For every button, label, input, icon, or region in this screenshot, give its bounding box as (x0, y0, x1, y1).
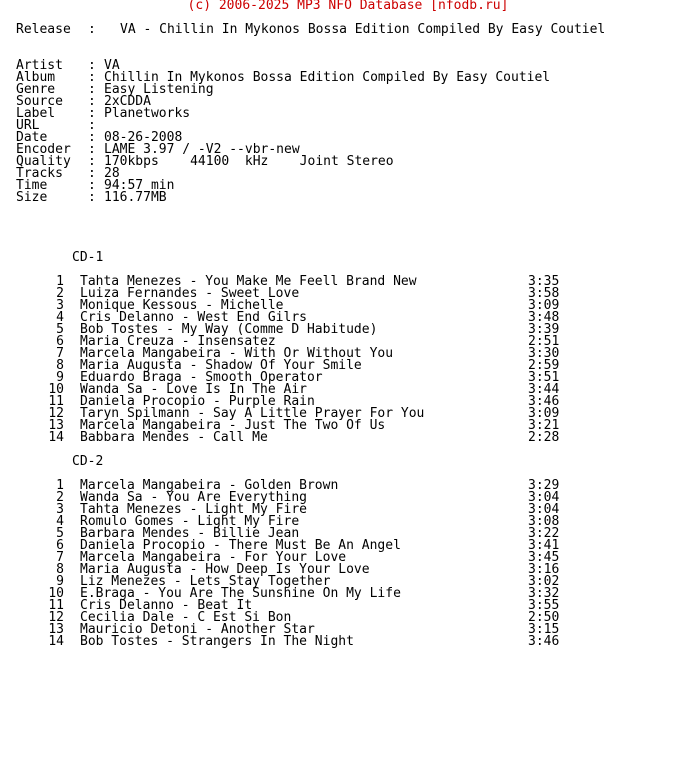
track-number: 11 (48, 394, 64, 409)
track-number: 9 (56, 370, 64, 385)
track-duration: 3:09 (528, 298, 560, 313)
track-title: Babbara Mendes - Call Me (80, 430, 268, 445)
track-number: 12 (48, 610, 64, 625)
disc-title: CD-1 (72, 250, 104, 265)
track-title: Cris Delanno - Beat It (80, 598, 253, 613)
site-header: (c) 2006-2025 MP3 NFO Database [nfodb.ru] (187, 0, 509, 13)
track-duration: 3:45 (528, 550, 560, 565)
track-title: E.Braga - You Are The Sunshine On My Life (80, 586, 401, 601)
track-number: 6 (56, 538, 64, 553)
info-value: 08-26-2008 (104, 130, 183, 145)
info-value: Easy Listening (104, 82, 214, 97)
track-title: Maria Creuza - Insensatez (80, 334, 276, 349)
track-duration: 2:59 (528, 358, 560, 373)
track-title: Marcela Mangabeira - Golden Brown (80, 478, 339, 493)
track-title: Tahta Menezes - You Make Me Feell Brand New (80, 274, 417, 289)
track-title: Wanda Sa - You Are Everything (80, 490, 307, 505)
track-duration: 3:41 (528, 538, 560, 553)
track-duration: 3:55 (528, 598, 560, 613)
track-title: Maria Augusta - Shadow Of Your Smile (80, 358, 362, 373)
track-title: Monique Kessous - Michelle (80, 298, 284, 313)
info-label: URL (16, 118, 40, 133)
info-value: LAME 3.97 / -V2 --vbr-new (104, 142, 300, 157)
track-title: Marcela Mangabeira - Just The Two Of Us (80, 418, 386, 433)
track-number: 8 (56, 358, 64, 373)
track-title: Bob Tostes - My Way (Comme D Habitude) (80, 322, 378, 337)
track-number: 7 (56, 550, 64, 565)
track-number: 12 (48, 406, 64, 421)
track-number: 7 (56, 346, 64, 361)
track-duration: 3:39 (528, 322, 560, 337)
track-number: 1 (56, 274, 64, 289)
track-duration: 2:50 (528, 610, 560, 625)
info-value: 28 (104, 166, 120, 181)
track-title: Marcela Mangabeira - For Your Love (80, 550, 347, 565)
track-duration: 3:44 (528, 382, 560, 397)
track-number: 5 (56, 526, 64, 541)
info-label: Quality (16, 154, 71, 169)
track-duration: 3:21 (528, 418, 560, 433)
info-value: 116.77MB (104, 190, 167, 205)
info-label: Album (16, 70, 56, 85)
track-title: Mauricio Detoni - Another Star (80, 622, 315, 637)
track-title: Tahta Menezes - Light My Fire (80, 502, 307, 517)
track-number: 10 (48, 586, 64, 601)
track-number: 1 (56, 478, 64, 493)
info-value: 170kbps 44100 kHz Joint Stereo (104, 154, 394, 169)
track-duration: 3:22 (528, 526, 560, 541)
info-label: Encoder (16, 142, 71, 157)
track-duration: 3:51 (528, 370, 560, 385)
info-separator: : (88, 58, 96, 73)
info-separator: : (88, 154, 96, 169)
info-separator: : (88, 94, 96, 109)
track-number: 2 (56, 490, 64, 505)
info-label: Label (16, 106, 56, 121)
info-label: Date (16, 130, 48, 145)
info-separator: : (88, 70, 96, 85)
track-duration: 3:16 (528, 562, 560, 577)
disc-title: CD-2 (72, 454, 104, 469)
info-value: VA (104, 58, 120, 73)
track-duration: 3:04 (528, 502, 560, 517)
track-title: Cris Delanno - West End Gilrs (80, 310, 307, 325)
track-duration: 3:46 (528, 634, 560, 649)
track-number: 11 (48, 598, 64, 613)
info-label: Artist (16, 58, 63, 73)
track-duration: 3:15 (528, 622, 560, 637)
track-number: 13 (48, 418, 64, 433)
info-label: Time (16, 178, 48, 193)
info-value: Chillin In Mykonos Bossa Edition Compiled By Easy Coutiel (104, 70, 551, 85)
track-duration: 3:30 (528, 346, 560, 361)
info-separator: : (88, 118, 96, 133)
track-title: Maria Augusta - How Deep Is Your Love (80, 562, 370, 577)
track-duration: 3:08 (528, 514, 560, 529)
track-duration: 3:35 (528, 274, 560, 289)
track-title: Luiza Fernandes - Sweet Love (80, 286, 300, 301)
release-value: VA - Chillin In Mykonos Bossa Edition Compiled By Easy Coutiel (120, 22, 606, 37)
track-number: 4 (56, 310, 64, 325)
track-number: 14 (48, 634, 64, 649)
track-duration: 3:46 (528, 394, 560, 409)
info-separator: : (88, 130, 96, 145)
track-duration: 3:02 (528, 574, 560, 589)
track-number: 10 (48, 382, 64, 397)
track-duration: 2:28 (528, 430, 560, 445)
info-separator: : (88, 82, 96, 97)
track-title: Wanda Sa - Love Is In The Air (80, 382, 307, 397)
track-number: 2 (56, 286, 64, 301)
info-label: Tracks (16, 166, 63, 181)
info-value: 2xCDDA (104, 94, 151, 109)
info-value: Planetworks (104, 106, 191, 121)
track-number: 5 (56, 322, 64, 337)
track-duration: 3:29 (528, 478, 560, 493)
info-separator: : (88, 142, 96, 157)
track-duration: 3:04 (528, 490, 560, 505)
info-separator: : (88, 106, 96, 121)
track-title: Bob Tostes - Strangers In The Night (80, 634, 354, 649)
track-duration: 3:58 (528, 286, 560, 301)
track-title: Romulo Gomes - Light My Fire (80, 514, 300, 529)
track-number: 4 (56, 514, 64, 529)
info-separator: : (88, 178, 96, 193)
track-title: Taryn Spilmann - Say A Little Prayer For You (80, 406, 425, 421)
track-title: Daniela Procopio - There Must Be An Angel (80, 538, 401, 553)
track-number: 6 (56, 334, 64, 349)
track-duration: 3:09 (528, 406, 560, 421)
info-separator: : (88, 190, 96, 205)
track-duration: 3:32 (528, 586, 560, 601)
track-duration: 2:51 (528, 334, 560, 349)
info-label: Genre (16, 82, 56, 97)
track-number: 14 (48, 430, 64, 445)
track-duration: 3:48 (528, 310, 560, 325)
track-title: Liz Menezes - Lets Stay Together (80, 574, 331, 589)
release-separator: : (88, 22, 96, 37)
track-title: Cecilia Dale - C Est Si Bon (80, 610, 292, 625)
track-title: Barbara Mendes - Billie Jean (80, 526, 300, 541)
info-label: Size (16, 190, 48, 205)
track-title: Eduardo Braga - Smooth Operator (80, 370, 323, 385)
info-value: 94:57 min (104, 178, 175, 193)
track-number: 3 (56, 502, 64, 517)
track-number: 3 (56, 298, 64, 313)
track-number: 13 (48, 622, 64, 637)
track-number: 9 (56, 574, 64, 589)
track-number: 8 (56, 562, 64, 577)
track-title: Daniela Procopio - Purple Rain (80, 394, 315, 409)
info-label: Source (16, 94, 63, 109)
track-title: Marcela Mangabeira - With Or Without You (80, 346, 394, 361)
release-label: Release (16, 22, 71, 37)
info-separator: : (88, 166, 96, 181)
